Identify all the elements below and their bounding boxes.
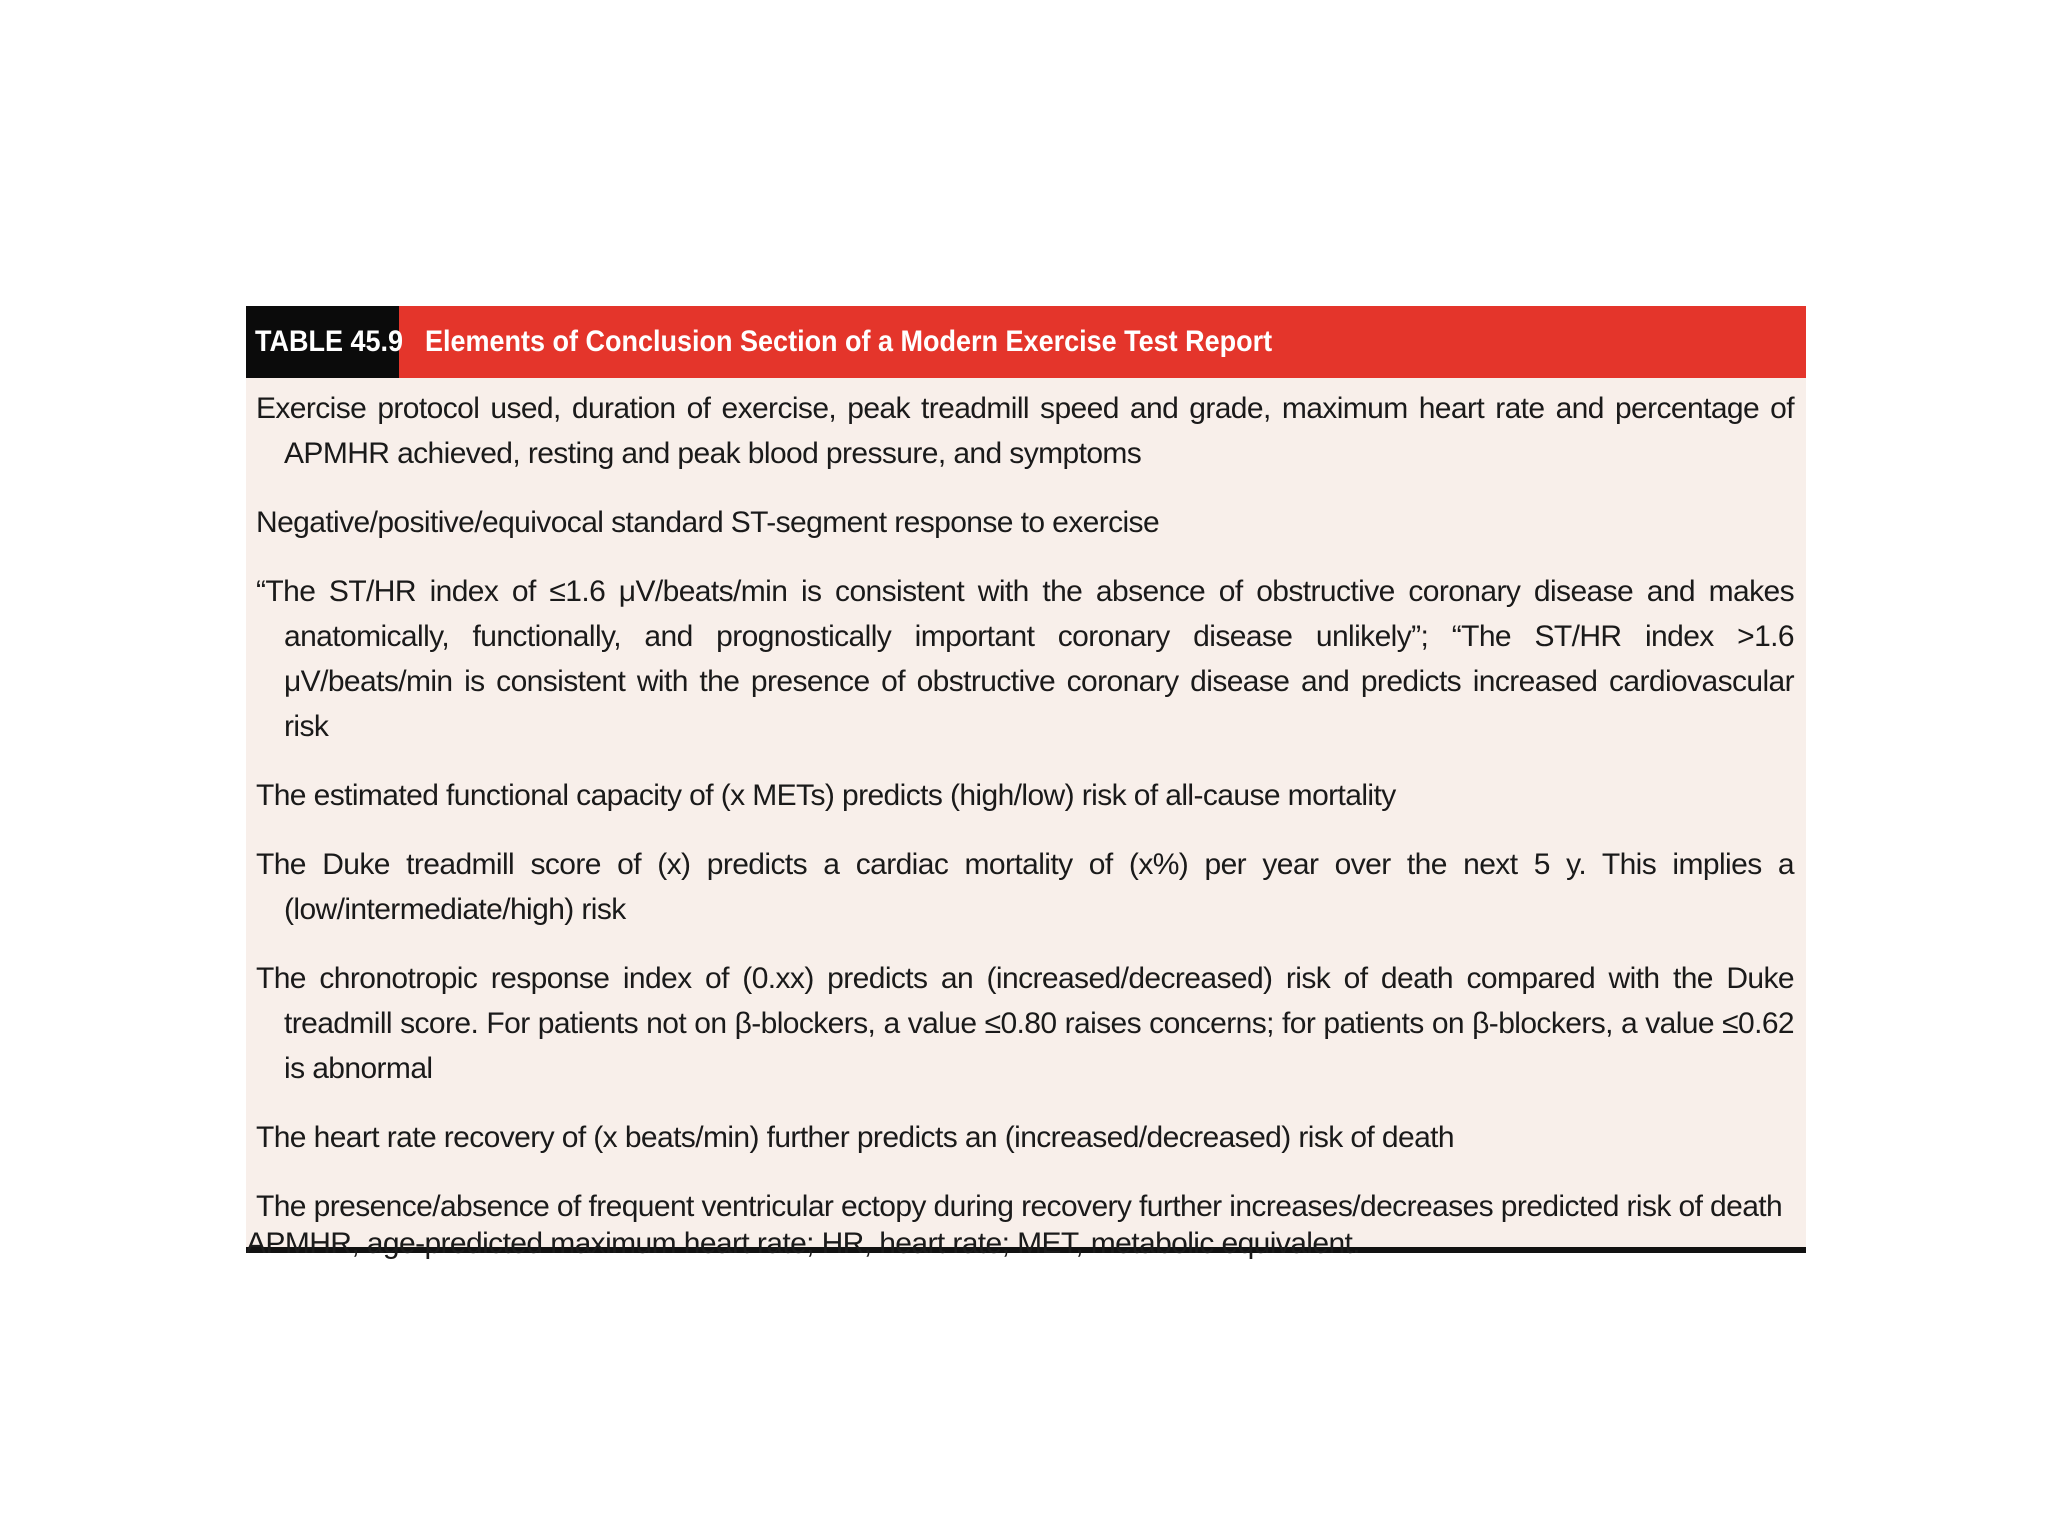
table-body — [246, 378, 1806, 1253]
table-footnote: APMHR, age-predicted maximum heart rate; HR, heart rate; MET, metabolic equivalent. — [246, 1227, 1361, 1260]
table-header — [246, 306, 1806, 378]
table-title: Elements of Conclusion Section of a Modern Exercise Test Report — [425, 325, 1273, 358]
table-row: The chronotropic response index of (0.xx) predicts an (increased/decreased) risk of death compared with the Duke treadmill score. For patients not on β-blockers, a value ≤0.80 raises concerns; for patients on β-blockers, a value ≤0.62 is abnormal — [256, 962, 1794, 1085]
table-number: TABLE 45.9 — [246, 306, 399, 378]
table-row: The heart rate recovery of (x beats/min) further predicts an (increased/decreased) risk of death — [256, 1121, 1454, 1154]
report-table — [246, 306, 1806, 1253]
table-row: The estimated functional capacity of (x METs) predicts (high/low) risk of all-cause mortality — [256, 779, 1396, 812]
table-row: Exercise protocol used, duration of exercise, peak treadmill speed and grade, maximum heart rate and percentage of APMHR achieved, resting and peak blood pressure, and symptoms — [256, 392, 1794, 470]
table-row: “The ST/HR index of ≤1.6 μV/beats/min is consistent with the absence of obstructive coronary disease and makes anatomically, functionally, and prognostically important coronary disease unlikely”; “The ST/HR index >1.6 μV/beats/min is consistent with the presence of obstructive coronary disease and predicts increased cardiovascular risk — [256, 575, 1794, 743]
table-row: The presence/absence of frequent ventricular ectopy during recovery further increases/decreases predicted risk of death — [256, 1190, 1783, 1223]
table-row: Negative/positive/equivocal standard ST-segment response to exercise — [256, 506, 1160, 539]
table-row: The Duke treadmill score of (x) predicts a cardiac mortality of (x%) per year over the next 5 y. This implies a (low/intermediate/high) risk — [256, 848, 1794, 926]
